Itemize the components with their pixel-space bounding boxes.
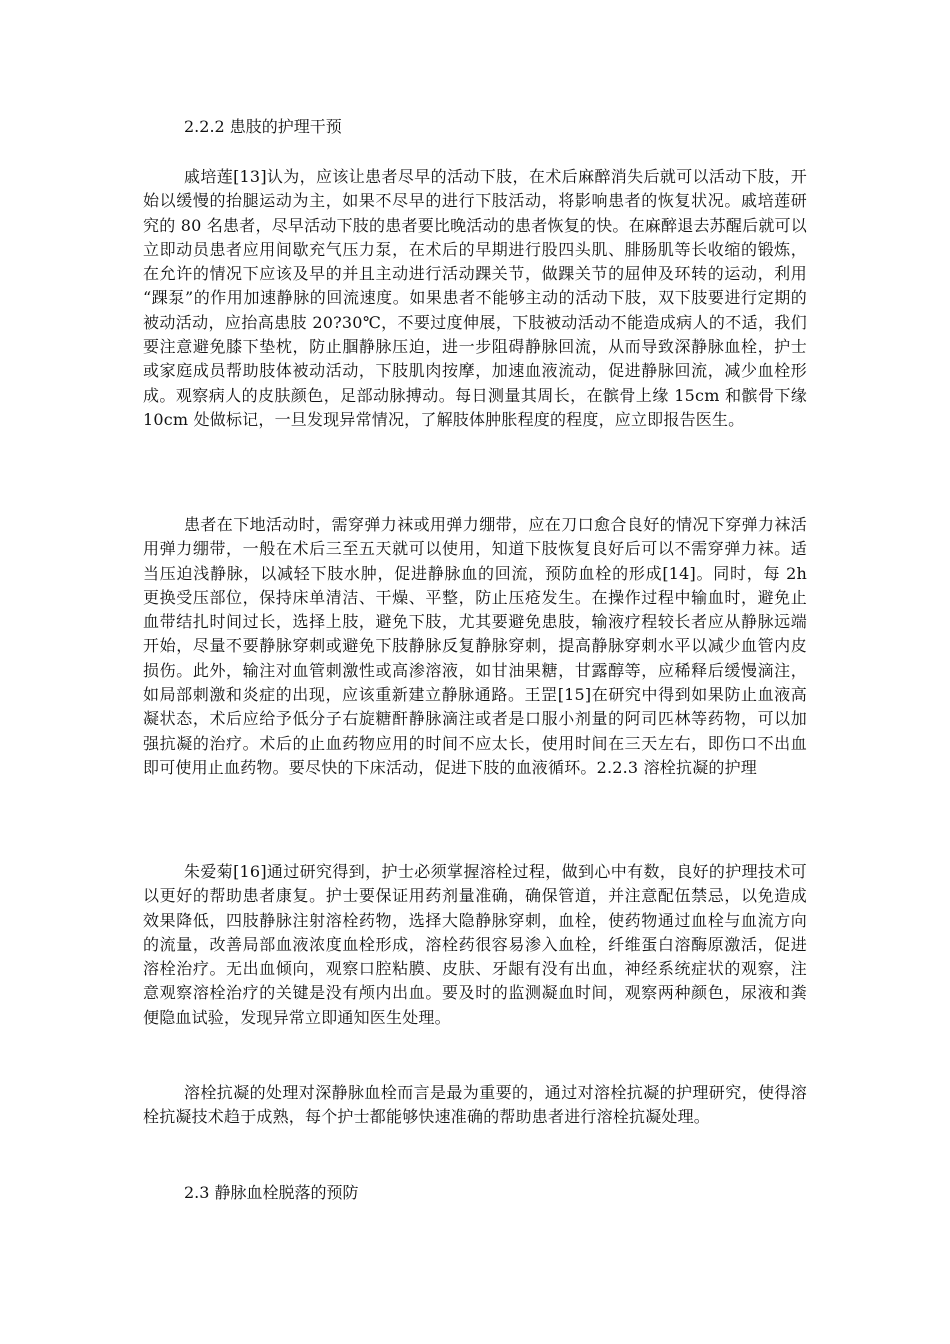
body-paragraph-3: 朱爱菊[16]通过研究得到，护士必须掌握溶栓过程，做到心中有数，良好的护理技术可以更好的帮助患者康复。护士要保证用药剂量准确，确保管道，并注意配伍禁忌，以免造成效果降低，四肢静脉注射溶栓药物，选择大隐静脉穿刺，血栓，使药物通过血栓与血流方向的流量，改善局部血液浓度血栓形成，溶栓药很容易渗入血栓，纤维蛋白溶酶原激活，促进溶栓治疗。无出血倾向，观察口腔粘膜、皮肤、牙龈有没有出血，神经系统症状的观察，注意观察溶栓治疗的关键是没有颅内出血。要及时的监测凝血时间，观察两种颜色，尿液和粪便隐血试验，发现异常立即通知医生处理。 (143, 862, 807, 1027)
body-paragraph-4: 溶栓抗凝的处理对深静脉血栓而言是最为重要的，通过对溶栓抗凝的护理研究，使得溶栓抗凝技术趋于成熟，每个护士都能够快速准确的帮助患者进行溶栓抗凝处理。 (143, 1083, 807, 1127)
section-heading-2-2-2: 2.2.2 患肢的护理干预 (184, 117, 342, 136)
body-paragraph-1: 戚培莲[13]认为，应该让患者尽早的活动下肢，在术后麻醉消失后就可以活动下肢，开始以缓慢的抬腿运动为主，如果不尽早的进行下肢活动，将影响患者的恢复状况。戚培莲研究的 80 名患者，尽早活动下肢的患者要比晚活动的患者恢复的快。在麻醉退去苏醒后就可以立即动员患者应用间歇充气压力泵，在术后的早期进行股四头肌、腓肠肌等长收缩的锻炼，在允许的情况下应该及早的并且主动进行活动踝关节，做踝关节的屈伸及环转的运动，利用 “踝泵”的作用加速静脉的回流速度。如果患者不能够主动的活动下肢，双下肢要进行定期的被动活动，应抬高患肢 20?30℃，不要过度伸展，下肢被动活动不能造成病人的不适，我们要注意避免膝下垫枕，防止腘静脉压迫，进一步阻碍静脉回流，从而导致深静脉血栓，护士或家庭成员帮助肢体被动活动，下肢肌肉按摩，加速血液流动，促进静脉回流，减少血栓形成。观察病人的皮肤颜色，足部动脉搏动。每日测量其周长，在髌骨上缘 15cm 和髌骨下缘 10cm 处做标记，一旦发现异常情况，了解肢体肿胀程度的程度，应立即报告医生。 (143, 167, 807, 429)
body-paragraph-2: 患者在下地活动时，需穿弹力袜或用弹力绷带，应在刀口愈合良好的情况下穿弹力袜活用弹力绷带，一般在术后三至五天就可以使用，知道下肢恢复良好后可以不需穿弹力袜。适当压迫浅静脉，以减轻下肢水肿，促进静脉血的回流，预防血栓的形成[14]。同时，每 2h 更换受压部位，保持床单清洁、干燥、平整，防止压疮发生。在操作过程中输血时，避免止血带结扎时间过长，选择上肢，避免下肢，尤其要避免患肢，输液疗程较长者应从静脉远端开始，尽量不要静脉穿刺或避免下肢静脉反复静脉穿刺，提高静脉穿刺水平以减少血管内皮损伤。此外，输注对血管刺激性或高渗溶液，如甘油果糖，甘露醇等，应稀释后缓慢滴注，如局部刺激和炎症的出现，应该重新建立静脉通路。王罡[15]在研究中得到如果防止血液高凝状态，术后应给予低分子右旋糖酐静脉滴注或者是口服小剂量的阿司匹林等药物，可以加强抗凝的治疗。术后的止血药物应用的时间不应太长，使用时间在三天左右，即伤口不出血即可使用止血药物。要尽快的下床活动，促进下肢的血液循环。2.2.3 溶栓抗凝的护理 (143, 515, 807, 777)
section-heading-2-3: 2.3 静脉血栓脱落的预防 (184, 1183, 359, 1202)
